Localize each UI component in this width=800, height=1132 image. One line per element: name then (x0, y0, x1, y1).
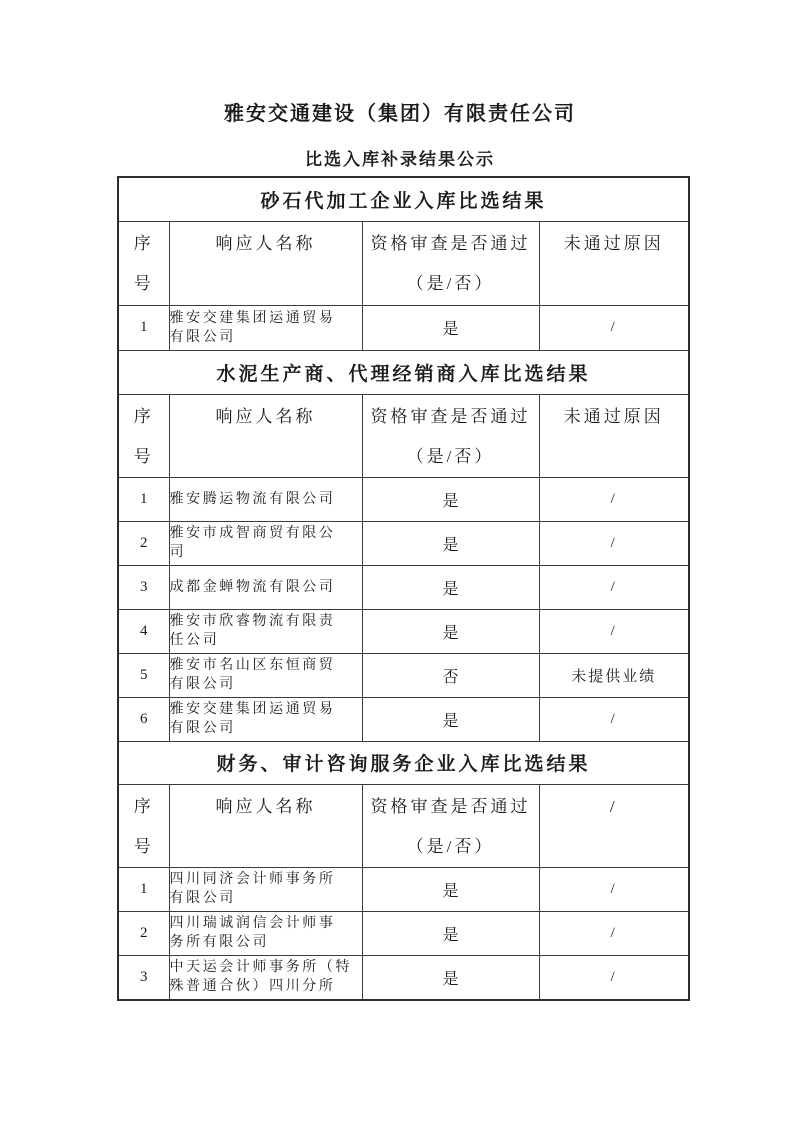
column-header-pass (362, 221, 539, 305)
section-title-row (118, 741, 689, 784)
cell-company-name: 雅安交建集团运通贸易 有限公司 (169, 305, 362, 350)
column-header-reason (539, 784, 689, 867)
column-header-pass (362, 394, 539, 477)
header-row (118, 784, 689, 867)
cell-reason: / (539, 565, 689, 609)
cell-company-name: 四川瑞诚润信会计师事 务所有限公司 (169, 911, 362, 955)
header-row (118, 221, 689, 305)
cell-reason: / (539, 521, 689, 565)
cell-reason: 未提供业绩 (539, 653, 689, 697)
column-header-name (169, 221, 362, 305)
column-header-reason (539, 394, 689, 477)
header-line: 资格审查是否通过 (370, 233, 531, 253)
header-line: 未通过原因 (563, 233, 664, 253)
cell-reason: / (539, 305, 689, 350)
section-title: 财务、审计咨询服务企业入库比选结果 (118, 741, 689, 784)
cell-company-name: 雅安交建集团运通贸易 有限公司 (169, 697, 362, 741)
table-row (118, 477, 689, 521)
cell-pass: 否 (362, 653, 539, 697)
table-row (118, 867, 689, 911)
header-line: （是/否） (406, 446, 495, 466)
header-line: 响应人名称 (215, 796, 316, 816)
header-line: 未通过原因 (563, 406, 664, 426)
cell-reason: / (539, 477, 689, 521)
cell-pass: 是 (362, 867, 539, 911)
cell-seq: 1 (118, 867, 169, 911)
header-line: 响应人名称 (215, 233, 316, 253)
cell-seq: 6 (118, 697, 169, 741)
cell-company-name: 四川同济会计师事务所 有限公司 (169, 867, 362, 911)
section-title-row (118, 350, 689, 394)
cell-company-name: 雅安市欣睿物流有限责 任公司 (169, 609, 362, 653)
header-line: 号 (133, 446, 154, 466)
table-row (118, 521, 689, 565)
section-title: 砂石代加工企业入库比选结果 (118, 177, 689, 221)
header-line: 序 (133, 796, 154, 816)
cell-reason: / (539, 697, 689, 741)
header-line: 序 (133, 233, 154, 253)
cell-seq: 1 (118, 305, 169, 350)
table-row (118, 697, 689, 741)
cell-seq: 2 (118, 521, 169, 565)
cell-pass: 是 (362, 609, 539, 653)
column-header-name (169, 784, 362, 867)
cell-seq: 3 (118, 565, 169, 609)
cell-reason: / (539, 911, 689, 955)
table-row (118, 955, 689, 1000)
cell-seq: 5 (118, 653, 169, 697)
header-row (118, 394, 689, 477)
results-table (117, 176, 690, 1001)
header-line: （是/否） (406, 273, 495, 293)
cell-seq: 1 (118, 477, 169, 521)
section-title-row (118, 177, 689, 221)
header-line: 资格审查是否通过 (370, 406, 531, 426)
cell-pass: 是 (362, 955, 539, 1000)
cell-company-name: 雅安市名山区东恒商贸 有限公司 (169, 653, 362, 697)
cell-pass: 是 (362, 305, 539, 350)
header-line: 号 (133, 836, 154, 856)
table-row (118, 911, 689, 955)
cell-pass: 是 (362, 911, 539, 955)
cell-seq: 4 (118, 609, 169, 653)
header-line: 号 (133, 273, 154, 293)
cell-reason: / (539, 955, 689, 1000)
table-row (118, 609, 689, 653)
header-line: 资格审查是否通过 (370, 796, 531, 816)
table-row (118, 305, 689, 350)
column-header-seq (118, 221, 169, 305)
column-header-pass (362, 784, 539, 867)
header-line: / (609, 796, 618, 816)
section-title: 水泥生产商、代理经销商入库比选结果 (118, 350, 689, 394)
header-line: 序 (133, 406, 154, 426)
cell-pass: 是 (362, 697, 539, 741)
cell-company-name: 中天运会计师事务所（特 殊普通合伙）四川分所 (169, 955, 362, 1000)
cell-seq: 3 (118, 955, 169, 1000)
column-header-reason (539, 221, 689, 305)
cell-pass: 是 (362, 565, 539, 609)
header-line: 响应人名称 (215, 406, 316, 426)
cell-company-name: 雅安腾运物流有限公司 (169, 477, 362, 521)
table-row (118, 565, 689, 609)
cell-company-name: 成都金蝉物流有限公司 (169, 565, 362, 609)
document-title: 雅安交通建设（集团）有限责任公司 (224, 103, 576, 125)
header-line: （是/否） (406, 836, 495, 856)
cell-company-name: 雅安市成智商贸有限公 司 (169, 521, 362, 565)
column-header-name (169, 394, 362, 477)
cell-reason: / (539, 609, 689, 653)
cell-reason: / (539, 867, 689, 911)
table-row (118, 653, 689, 697)
column-header-seq (118, 394, 169, 477)
column-header-seq (118, 784, 169, 867)
cell-seq: 2 (118, 911, 169, 955)
cell-pass: 是 (362, 521, 539, 565)
document-subtitle: 比选入库补录结果公示 (305, 150, 495, 169)
cell-pass: 是 (362, 477, 539, 521)
